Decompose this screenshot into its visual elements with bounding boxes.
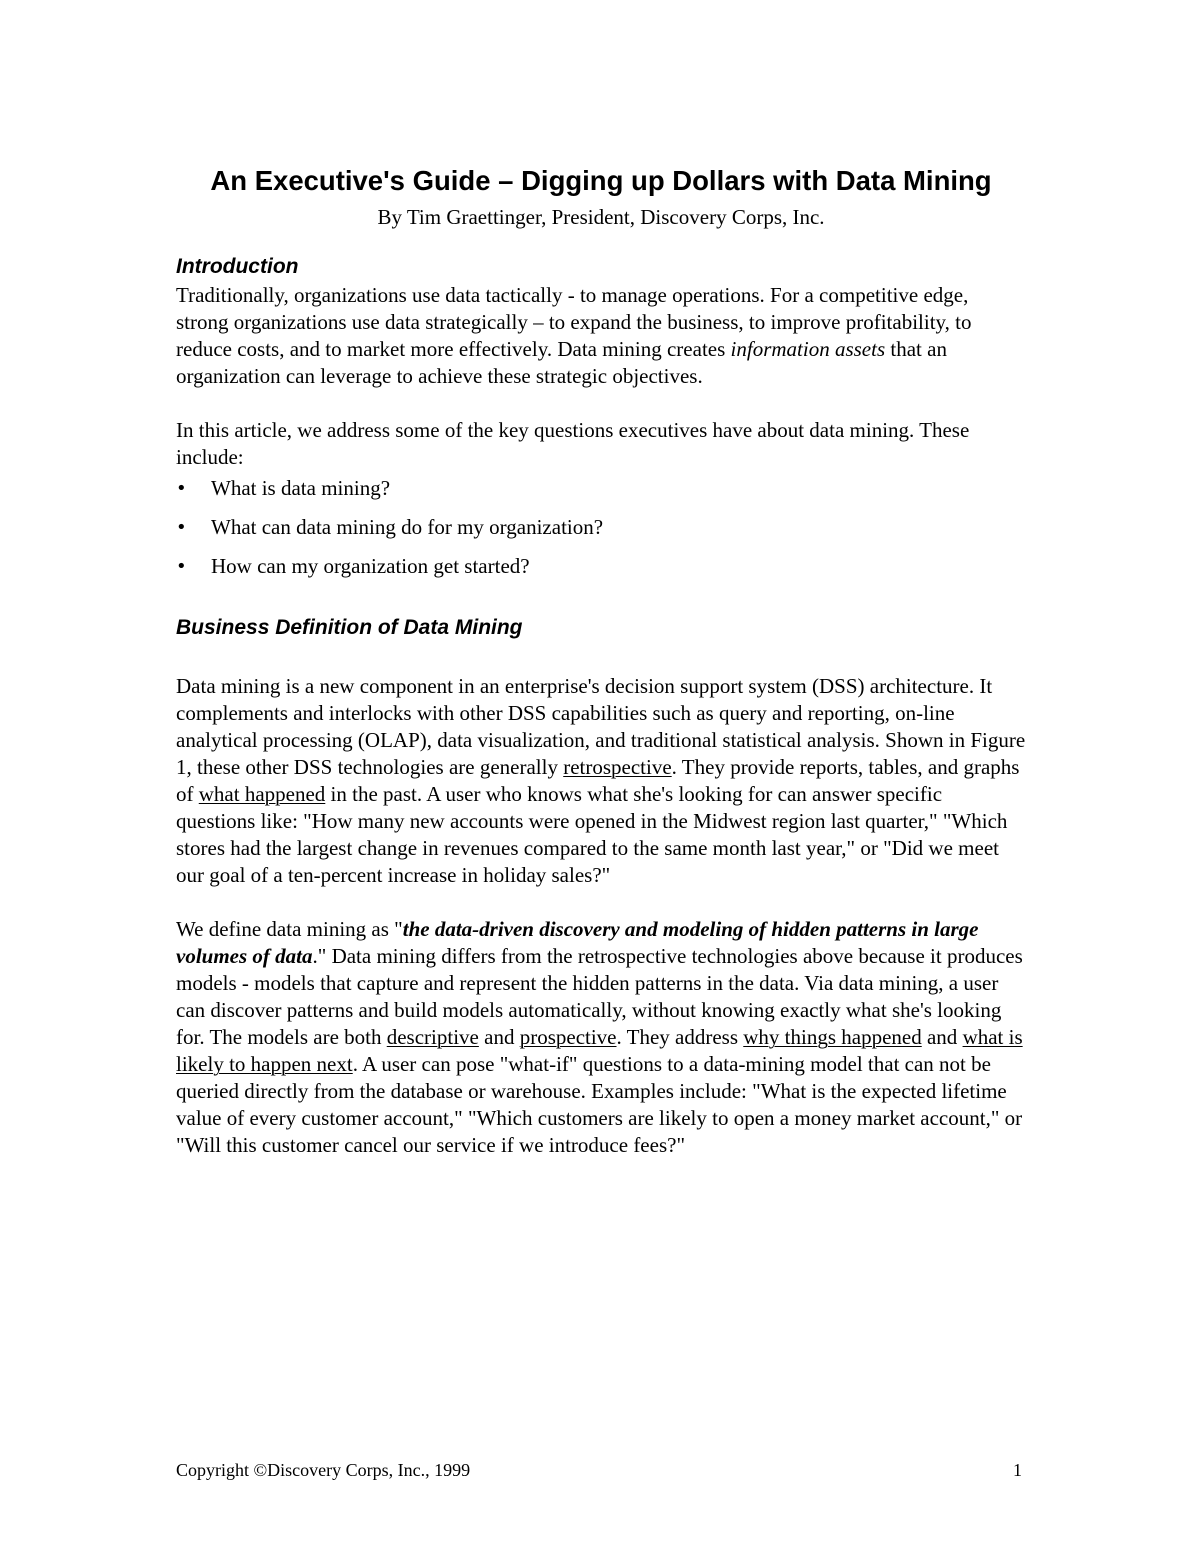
bullet-icon: • bbox=[176, 478, 187, 499]
emphasis-information-assets: information assets bbox=[730, 337, 886, 361]
underlined-what-happened: what happened bbox=[198, 782, 326, 806]
definition-paragraph-2 bbox=[176, 916, 1026, 1159]
questions-list bbox=[176, 475, 1026, 580]
section-heading-introduction: Introduction bbox=[176, 255, 299, 278]
text-run: We define data mining as " bbox=[176, 917, 403, 941]
definition-emphasis: the data-driven discovery and modeling of hidden patterns in large volumes of data bbox=[176, 917, 979, 968]
text-run: Traditionally, organizations use data tactically - to manage operations. For a competitive edge, strong organizations use data strategically – to expand the business, to improve profitability, to reduce costs, and to market more effectively. Data mining creates bbox=[176, 283, 972, 361]
section-heading-business-definition: Business Definition of Data Mining bbox=[176, 616, 523, 639]
bullet-icon: • bbox=[176, 517, 187, 538]
intro-paragraph-1 bbox=[176, 282, 1026, 390]
copyright-notice: Copyright ©Discovery Corps, Inc., 1999 bbox=[176, 1460, 471, 1480]
page-number: 1 bbox=[1013, 1460, 1022, 1480]
text-run: and bbox=[478, 1025, 520, 1049]
list-item bbox=[176, 475, 1026, 502]
underlined-what-is-likely: what is likely to happen next bbox=[176, 1025, 1023, 1076]
text-run: that an organization can leverage to achieve these strategic objectives. bbox=[176, 337, 947, 388]
byline: By Tim Graettinger, President, Discovery Corps, Inc. bbox=[377, 205, 825, 229]
document-page bbox=[176, 163, 1026, 1159]
underlined-why-things-happened: why things happened bbox=[743, 1025, 922, 1049]
list-item bbox=[176, 514, 1026, 541]
underlined-retrospective: retrospective bbox=[563, 755, 672, 779]
underlined-prospective: prospective bbox=[519, 1025, 617, 1049]
list-item-text: What can data mining do for my organization? bbox=[211, 515, 604, 539]
bullet-icon: • bbox=[176, 556, 187, 577]
list-item-text: How can my organization get started? bbox=[211, 554, 530, 578]
text-run: Data mining is a new component in an enterprise's decision support system (DSS) architecture. It complements and interlocks with other DSS capabilities such as query and reporting, on-line analytical processing (OLAP), data visualization, and traditional statistical analysis. Shown in Figure 1, these other DSS technologies are generally bbox=[176, 674, 1026, 779]
intro-paragraph-2: In this article, we address some of the key questions executives have about data mining. These include: bbox=[176, 418, 970, 469]
text-run: and bbox=[921, 1025, 963, 1049]
definition-paragraph-1 bbox=[176, 673, 1026, 889]
list-item bbox=[176, 553, 1026, 580]
text-run: . A user can pose "what-if" questions to a data-mining model that can not be queried directly from the database or warehouse. Examples include: "What is the expected lifetime value of every customer account," "Which customers are likely to open a money market account," or "Will this customer cancel our service if we introduce fees?" bbox=[176, 1052, 1023, 1157]
document-title: An Executive's Guide – Digging up Dollars with Data Mining bbox=[210, 165, 992, 196]
text-run: . They address bbox=[616, 1025, 744, 1049]
page-footer bbox=[176, 1458, 1022, 1482]
text-run: in the past. A user who knows what she's looking for can answer specific questions like: "How many new accounts were opened in the Midwest region last quarter," "Which stores had the largest change in revenues compared to the same month last year," or "Did we meet our goal of a ten-percent increase in holiday sales?" bbox=[176, 782, 1008, 887]
underlined-descriptive: descriptive bbox=[386, 1025, 479, 1049]
list-item-text: What is data mining? bbox=[211, 476, 391, 500]
text-run: . They provide reports, tables, and graphs of bbox=[176, 755, 1020, 806]
text-run: ." Data mining differs from the retrospective technologies above because it produces models - models that capture and represent the hidden patterns in the data. Via data mining, a user can discover patterns and build models automatically, without knowing exactly what she's looking for. The models are both bbox=[176, 944, 1023, 1049]
